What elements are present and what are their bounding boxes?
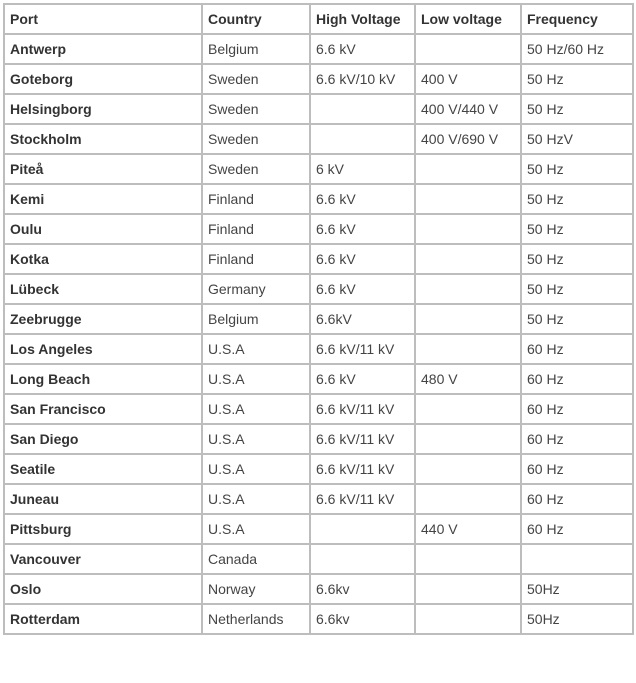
cell-frequency: 60 Hz (521, 394, 633, 424)
cell-frequency: 50 HzV (521, 124, 633, 154)
cell-frequency: 50Hz (521, 574, 633, 604)
cell-frequency: 50 Hz (521, 184, 633, 214)
table-row (4, 544, 633, 574)
cell-country: Sweden (202, 124, 310, 154)
cell-low-voltage (415, 244, 521, 274)
cell-frequency: 60 Hz (521, 334, 633, 364)
table-row (4, 154, 633, 184)
cell-low-voltage (415, 184, 521, 214)
table-row (4, 304, 633, 334)
header-frequency: Frequency (521, 4, 633, 34)
cell-frequency: 50Hz (521, 604, 633, 634)
cell-port: Rotterdam (4, 604, 202, 634)
table-body (4, 34, 633, 634)
cell-low-voltage (415, 574, 521, 604)
cell-low-voltage (415, 544, 521, 574)
table-row (4, 214, 633, 244)
cell-low-voltage (415, 334, 521, 364)
cell-high-voltage: 6.6kv (310, 574, 415, 604)
cell-country: Sweden (202, 64, 310, 94)
cell-frequency: 50 Hz (521, 304, 633, 334)
cell-country: U.S.A (202, 364, 310, 394)
cell-port: Kotka (4, 244, 202, 274)
cell-port: Goteborg (4, 64, 202, 94)
cell-port: Los Angeles (4, 334, 202, 364)
cell-high-voltage (310, 94, 415, 124)
header-row (4, 4, 633, 34)
cell-low-voltage (415, 304, 521, 334)
cell-high-voltage: 6 kV (310, 154, 415, 184)
table-row (4, 604, 633, 634)
cell-low-voltage: 400 V (415, 64, 521, 94)
header-high-voltage: High Voltage (310, 4, 415, 34)
table-row (4, 94, 633, 124)
cell-high-voltage: 6.6 kV (310, 214, 415, 244)
cell-low-voltage (415, 214, 521, 244)
cell-country: Canada (202, 544, 310, 574)
cell-high-voltage (310, 544, 415, 574)
table-row (4, 574, 633, 604)
table-row (4, 64, 633, 94)
cell-country: U.S.A (202, 454, 310, 484)
table-row (4, 124, 633, 154)
header-country: Country (202, 4, 310, 34)
cell-frequency: 60 Hz (521, 424, 633, 454)
cell-low-voltage: 400 V/440 V (415, 94, 521, 124)
cell-frequency: 50 Hz (521, 244, 633, 274)
table-row (4, 514, 633, 544)
cell-country: Germany (202, 274, 310, 304)
cell-low-voltage (415, 34, 521, 64)
cell-country: Belgium (202, 34, 310, 64)
table-row (4, 334, 633, 364)
table-row (4, 34, 633, 64)
cell-high-voltage (310, 124, 415, 154)
cell-country: U.S.A (202, 514, 310, 544)
cell-low-voltage (415, 484, 521, 514)
cell-port: San Diego (4, 424, 202, 454)
cell-high-voltage: 6.6 kV/11 kV (310, 334, 415, 364)
cell-frequency: 60 Hz (521, 364, 633, 394)
cell-frequency: 60 Hz (521, 454, 633, 484)
cell-frequency: 60 Hz (521, 514, 633, 544)
cell-country: U.S.A (202, 334, 310, 364)
cell-low-voltage (415, 274, 521, 304)
cell-frequency: 60 Hz (521, 484, 633, 514)
cell-port: Antwerp (4, 34, 202, 64)
cell-port: Oslo (4, 574, 202, 604)
table-row (4, 484, 633, 514)
cell-port: Long Beach (4, 364, 202, 394)
cell-port: Kemi (4, 184, 202, 214)
cell-frequency: 50 Hz (521, 64, 633, 94)
cell-frequency: 50 Hz (521, 214, 633, 244)
cell-high-voltage: 6.6 kV/10 kV (310, 64, 415, 94)
cell-country: Finland (202, 214, 310, 244)
cell-low-voltage (415, 454, 521, 484)
table-row (4, 274, 633, 304)
port-voltage-table (3, 3, 634, 635)
header-port: Port (4, 4, 202, 34)
table-row (4, 394, 633, 424)
cell-high-voltage: 6.6 kV/11 kV (310, 484, 415, 514)
table-row (4, 244, 633, 274)
cell-frequency: 50 Hz (521, 274, 633, 304)
cell-frequency: 50 Hz (521, 154, 633, 184)
cell-country: U.S.A (202, 484, 310, 514)
cell-high-voltage: 6.6 kV (310, 34, 415, 64)
cell-high-voltage: 6.6 kV/11 kV (310, 424, 415, 454)
cell-country: Finland (202, 184, 310, 214)
cell-high-voltage: 6.6kv (310, 604, 415, 634)
table-row (4, 454, 633, 484)
cell-port: Stockholm (4, 124, 202, 154)
cell-port: Zeebrugge (4, 304, 202, 334)
cell-port: Pittsburg (4, 514, 202, 544)
cell-port: San Francisco (4, 394, 202, 424)
cell-port: Seatile (4, 454, 202, 484)
cell-port: Lübeck (4, 274, 202, 304)
cell-low-voltage (415, 424, 521, 454)
cell-country: Netherlands (202, 604, 310, 634)
cell-high-voltage: 6.6 kV (310, 244, 415, 274)
cell-low-voltage (415, 154, 521, 184)
cell-high-voltage: 6.6 kV (310, 274, 415, 304)
cell-country: U.S.A (202, 394, 310, 424)
header-low-voltage: Low voltage (415, 4, 521, 34)
cell-low-voltage: 400 V/690 V (415, 124, 521, 154)
cell-high-voltage: 6.6kV (310, 304, 415, 334)
cell-frequency (521, 544, 633, 574)
cell-port: Piteå (4, 154, 202, 184)
table-row (4, 184, 633, 214)
cell-country: Belgium (202, 304, 310, 334)
port-voltage-table-container (3, 3, 634, 635)
cell-port: Juneau (4, 484, 202, 514)
cell-frequency: 50 Hz/60 Hz (521, 34, 633, 64)
cell-port: Vancouver (4, 544, 202, 574)
cell-high-voltage: 6.6 kV (310, 184, 415, 214)
cell-low-voltage: 480 V (415, 364, 521, 394)
cell-country: Finland (202, 244, 310, 274)
cell-country: U.S.A (202, 424, 310, 454)
cell-high-voltage (310, 514, 415, 544)
cell-high-voltage: 6.6 kV (310, 364, 415, 394)
cell-high-voltage: 6.6 kV/11 kV (310, 394, 415, 424)
table-header (4, 4, 633, 34)
cell-low-voltage (415, 604, 521, 634)
table-row (4, 364, 633, 394)
cell-country: Sweden (202, 154, 310, 184)
cell-low-voltage (415, 394, 521, 424)
cell-frequency: 50 Hz (521, 94, 633, 124)
cell-port: Helsingborg (4, 94, 202, 124)
table-row (4, 424, 633, 454)
cell-country: Sweden (202, 94, 310, 124)
cell-high-voltage: 6.6 kV/11 kV (310, 454, 415, 484)
cell-low-voltage: 440 V (415, 514, 521, 544)
cell-port: Oulu (4, 214, 202, 244)
cell-country: Norway (202, 574, 310, 604)
